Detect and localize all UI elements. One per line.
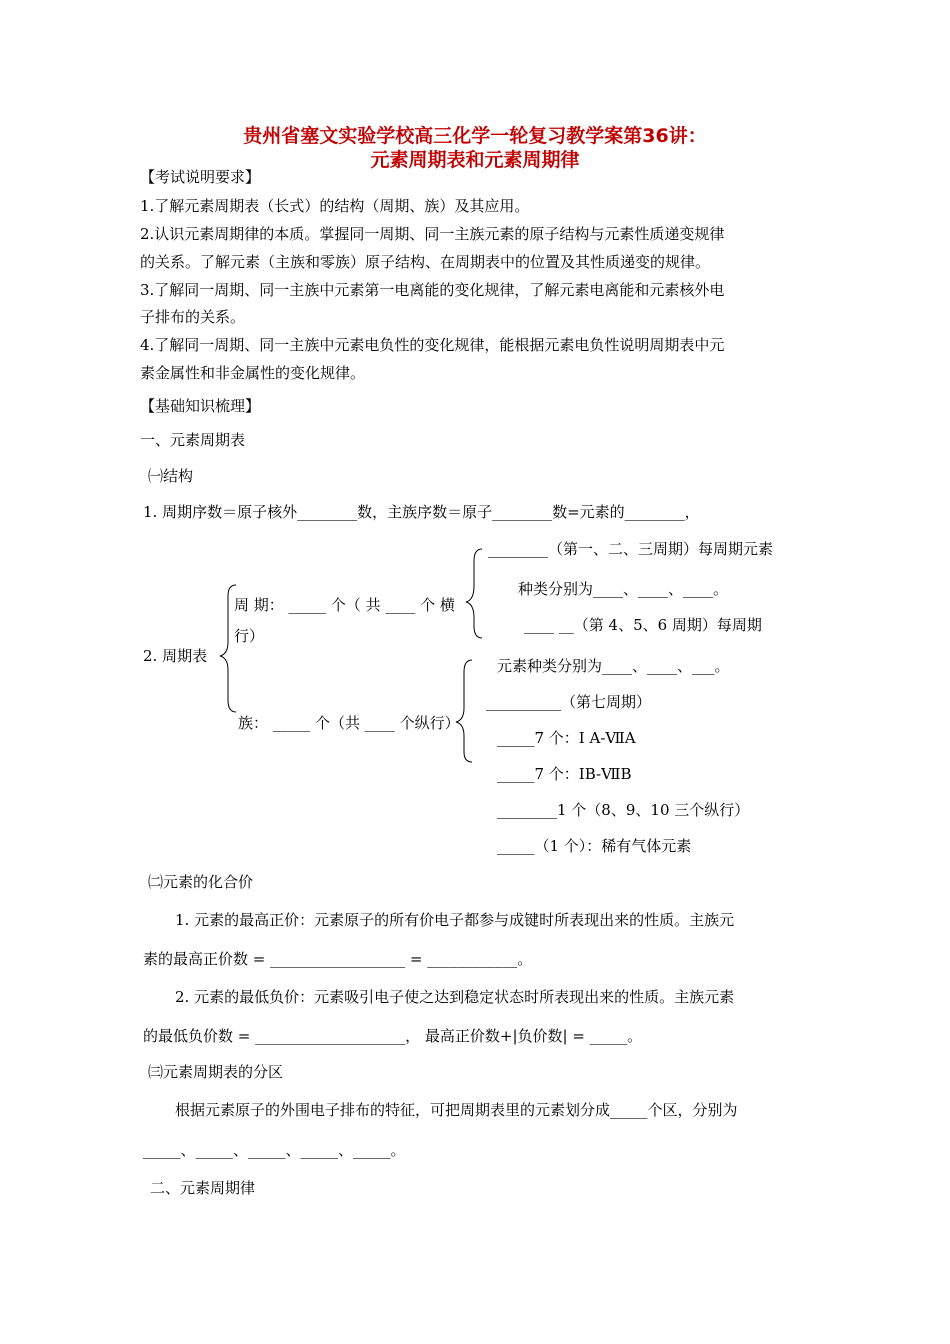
doc-title-line2: 元素周期表和元素周期律 xyxy=(370,149,580,171)
group-line: ________1 个（8、9、10 三个纵行） xyxy=(497,801,750,819)
section-periodic-table: 一、元素周期表 xyxy=(140,431,246,449)
exam-req-line: 1.了解元素周期表（长式）的结构（周期、族）及其应用。 xyxy=(140,197,530,215)
group-label: 族： _____ 个（共 ____ 个纵行） xyxy=(238,714,460,732)
subsection-zones: ㈢元素周期表的分区 xyxy=(148,1063,284,1081)
exam-req-line: 4.了解同一周期、同一主族中元素电负性的变化规律，能根据元素电负性说明周期表中元 xyxy=(140,336,725,354)
period-line: 种类分别为____、____、____。 xyxy=(518,580,729,598)
structure-item-1: 1. 周期序数＝原子核外________数，主族序数＝原子________数=元素的________， xyxy=(143,503,700,521)
period-line: ____ __（第 4、5、6 周期）每周期 xyxy=(524,616,762,634)
valence-line: 素的最高正价数 = __________________ = ____________。 xyxy=(143,950,533,968)
period-label-cont: 行） xyxy=(234,627,265,645)
period-brace xyxy=(466,549,482,638)
exam-req-line: 3.了解同一周期、同一主族中元素第一电离能的变化规律，了解元素电离能和元素核外电 xyxy=(140,281,725,299)
valence-line: 1. 元素的最高正价：元素原子的所有价电子都参与成键时所表现出来的性质。主族元 xyxy=(175,911,735,929)
basics-heading: 【基础知识梳理】 xyxy=(140,397,261,415)
period-line: ________（第一、二、三周期）每周期元素 xyxy=(488,540,774,558)
group-line: _____7 个：Ⅰ A-ⅦA xyxy=(497,729,636,747)
section-periodic-law: 二、元素周期律 xyxy=(150,1179,256,1197)
doc-title-line1: 贵州省塞文实验学校高三化学一轮复习教学案第36讲： xyxy=(243,125,707,147)
subsection-valence: ㈡元素的化合价 xyxy=(148,873,254,891)
valence-line: 的最低负价数 = ____________________， 最高正价数+|负价数| = _____。 xyxy=(143,1027,643,1045)
group-line: _____7 个：IB-ⅦB xyxy=(497,765,632,783)
exam-req-heading: 【考试说明要求】 xyxy=(140,168,261,186)
period-label: 周 期： _____ 个（ 共 ____ 个 横 xyxy=(234,596,455,614)
period-line: __________（第七周期） xyxy=(486,693,652,711)
tree-root-label: 2. 周期表 xyxy=(143,647,208,665)
period-line: 元素种类分别为____、____、___。 xyxy=(497,657,730,675)
exam-req-line: 素金属性和非金属性的变化规律。 xyxy=(140,364,366,382)
group-brace xyxy=(456,660,472,762)
valence-line: 2. 元素的最低负价：元素吸引电子使之达到稳定状态时所表现出来的性质。主族元素 xyxy=(175,988,735,1006)
group-line: _____（1 个）：稀有气体元素 xyxy=(497,837,692,855)
zones-line: 根据元素原子的外围电子排布的特征，可把周期表里的元素划分成_____个区，分别为 xyxy=(175,1101,738,1119)
zones-line: _____、_____、_____、_____、_____。 xyxy=(143,1141,406,1159)
subsection-structure: ㈠结构 xyxy=(148,467,194,485)
exam-req-line: 的关系。了解元素（主族和零族）原子结构、在周期表中的位置及其性质递变的规律。 xyxy=(140,253,711,271)
exam-req-line: 2.认识元素周期律的本质。掌握同一周期、同一主族元素的原子结构与元素性质递变规律 xyxy=(140,225,725,243)
exam-req-line: 子排布的关系。 xyxy=(140,308,246,326)
